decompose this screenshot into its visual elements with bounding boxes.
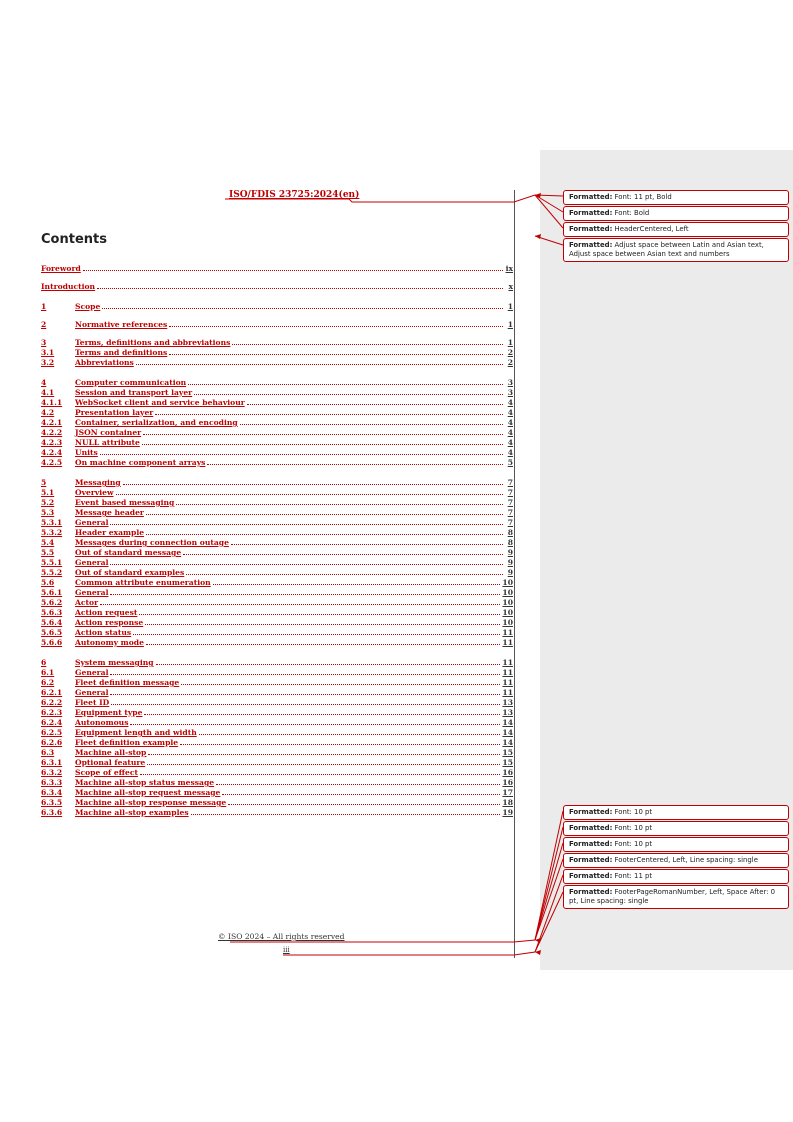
toc-entry[interactable] [41, 280, 513, 291]
toc-page-number: 10 [502, 618, 513, 627]
toc-dot-leader [110, 674, 500, 675]
toc-entry[interactable] [41, 636, 513, 647]
toc-page-number: 4 [507, 408, 513, 417]
toc-entry-number: 5.6 [41, 578, 55, 587]
toc-page-number: 4 [507, 418, 513, 427]
toc-entry-number: 6.3.5 [41, 798, 63, 807]
toc-page-number: 4 [507, 428, 513, 437]
toc-entry-title: Autonomous [75, 718, 129, 727]
toc-entry-number: 5.5.1 [41, 558, 63, 567]
toc-dot-leader [176, 504, 503, 505]
toc-page-number: 9 [507, 568, 513, 577]
toc-dot-leader [97, 288, 503, 289]
toc-page-number: 18 [502, 798, 513, 807]
toc-entry-number: 3 [41, 338, 47, 347]
toc-page-number: 9 [507, 558, 513, 567]
toc-entry-title: WebSocket client and service behaviour [75, 398, 245, 407]
toc-dot-leader [148, 754, 500, 755]
toc-dot-leader [222, 794, 500, 795]
toc-page-number: 11 [502, 688, 513, 697]
toc-entry-title: Scope of effect [75, 768, 138, 777]
toc-page-number: 11 [502, 658, 513, 667]
toc-entry-number: 3.1 [41, 348, 55, 357]
toc-dot-leader [146, 644, 501, 645]
toc-entry-number: 5.4 [41, 538, 55, 547]
toc-entry-title: Introduction [41, 282, 96, 291]
toc-entry-title: Machine all-stop [75, 748, 147, 757]
footer-copyright[interactable]: © ISO 2024 – All rights reserved [218, 932, 345, 941]
toc-entry-number: 5.6.2 [41, 598, 63, 607]
toc-dot-leader [111, 704, 500, 705]
toc-page-number: 4 [507, 438, 513, 447]
toc-entry-title: Action response [75, 618, 144, 627]
header-title[interactable]: ISO/FDIS 23725:2024(en) [229, 190, 360, 200]
toc-entry-number: 6.2.6 [41, 738, 63, 747]
toc-page-number: 17 [502, 788, 513, 797]
toc-entry-title: Out of standard examples [75, 568, 185, 577]
toc-page-number: 3 [507, 388, 513, 397]
toc-entry-number: 4.2.5 [41, 458, 63, 467]
toc-entry-title: JSON container [75, 428, 142, 437]
toc-entry-number: 6.3 [41, 748, 55, 757]
toc-page-number: 7 [507, 498, 513, 507]
toc-dot-leader [123, 484, 503, 485]
toc-entry-number: 6.2.1 [41, 688, 63, 697]
toc-entry-title: General [75, 588, 109, 597]
toc-page-number: 2 [507, 348, 513, 357]
toc-entry-title: Messages during connection outage [75, 538, 229, 547]
toc-dot-leader [155, 414, 503, 415]
toc-dot-leader [194, 394, 503, 395]
toc-entry-title: Fleet ID [75, 698, 110, 707]
toc-dot-leader [102, 308, 503, 309]
toc-entry-title: Presentation layer [75, 408, 154, 417]
toc-entry-number: 5.3.1 [41, 518, 63, 527]
toc-dot-leader [147, 764, 500, 765]
toc-dot-leader [144, 714, 500, 715]
toc-entry-number: 6.1 [41, 668, 55, 677]
toc-dot-leader [83, 270, 503, 271]
toc-dot-leader [136, 364, 503, 365]
toc-entry-number: 5.3.2 [41, 528, 63, 537]
toc-entry-title: Message header [75, 508, 144, 517]
toc-dot-leader [110, 524, 503, 525]
page-edge [514, 190, 515, 958]
toc-entry-title: Fleet definition message [75, 678, 180, 687]
toc-dot-leader [191, 814, 501, 815]
toc-entry-number: 5.3 [41, 508, 55, 517]
toc-entry-title: Messaging [75, 478, 121, 487]
toc-dot-leader [240, 424, 503, 425]
contents-heading: Contents [41, 232, 107, 247]
toc-entry-number: 5.1 [41, 488, 55, 497]
format-balloon[interactable]: Formatted: HeaderCentered, Left [563, 222, 789, 237]
toc-entry[interactable] [41, 356, 513, 367]
toc-entry-number: 4.2.4 [41, 448, 63, 457]
toc-entry-number: 6.2.5 [41, 728, 63, 737]
toc-page-number: 1 [507, 302, 513, 311]
toc-entry-number: 5.5.2 [41, 568, 63, 577]
toc-dot-leader [156, 664, 501, 665]
format-balloon[interactable]: Formatted: Font: 10 pt [563, 837, 789, 852]
toc-entry-number: 6.2 [41, 678, 55, 687]
toc-entry-title: Terms, definitions and abbreviations [75, 338, 231, 347]
toc-entry-number: 4.2.3 [41, 438, 63, 447]
toc-dot-leader [231, 544, 503, 545]
toc-dot-leader [146, 514, 503, 515]
toc-dot-leader [140, 774, 500, 775]
toc-entry-number: 1 [41, 302, 47, 311]
format-balloon[interactable]: Formatted: Font: 10 pt [563, 805, 789, 820]
toc-dot-leader [180, 744, 500, 745]
toc-dot-leader [146, 534, 503, 535]
toc-page-number: 10 [502, 578, 513, 587]
toc-entry-number: 6.2.3 [41, 708, 63, 717]
toc-entry-title: Overview [75, 488, 114, 497]
toc-entry-title: Autonomy mode [75, 638, 144, 647]
toc-page-number: 7 [507, 488, 513, 497]
toc-entry-number: 5.6.4 [41, 618, 63, 627]
toc-dot-leader [216, 784, 500, 785]
toc-page-number: 11 [502, 638, 513, 647]
format-balloon[interactable]: Formatted: Font: 10 pt [563, 821, 789, 836]
toc-page-number: 7 [507, 508, 513, 517]
toc-entry-number: 6.3.6 [41, 808, 63, 817]
format-balloon[interactable]: Formatted: Font: 11 pt, Bold [563, 190, 789, 205]
toc-entry-number: 5.6.5 [41, 628, 63, 637]
toc-entry-title: On machine component arrays [75, 458, 206, 467]
toc-dot-leader [145, 624, 500, 625]
format-balloon[interactable]: Formatted: Font: Bold [563, 206, 789, 221]
toc-entry-title: Action status [75, 628, 132, 637]
toc-page-number: 2 [507, 358, 513, 367]
toc-entry-title: System messaging [75, 658, 154, 667]
toc-entry[interactable] [41, 806, 513, 817]
format-balloon[interactable]: Formatted: FooterCentered, Left, Line spacing: single [563, 853, 789, 868]
toc-entry-title: Action request [75, 608, 138, 617]
toc-entry-title: Units [75, 448, 98, 457]
toc-dot-leader [110, 564, 503, 565]
toc-page-number: 14 [502, 718, 513, 727]
toc-entry-number: 5.6.6 [41, 638, 63, 647]
toc-dot-leader [169, 326, 503, 327]
toc-entry-number: 5 [41, 478, 47, 487]
toc-entry-number: 5.6.1 [41, 588, 63, 597]
toc-entry-number: 5.5 [41, 548, 55, 557]
toc-entry-title: Foreword [41, 264, 81, 273]
toc-entry-number: 6 [41, 658, 47, 667]
toc-page-number: 13 [502, 708, 513, 717]
toc-entry-number: 4.2.2 [41, 428, 63, 437]
toc-entry-title: Equipment length and width [75, 728, 197, 737]
toc-page-number: 9 [507, 548, 513, 557]
toc-entry-title: Out of standard message [75, 548, 182, 557]
toc-entry[interactable] [41, 456, 513, 467]
format-balloon[interactable]: Formatted: Font: 11 pt [563, 869, 789, 884]
toc-dot-leader [169, 354, 503, 355]
toc-entry-title: General [75, 518, 109, 527]
toc-dot-leader [232, 344, 503, 345]
toc-page-number: 1 [507, 338, 513, 347]
toc-entry-number: 4.1 [41, 388, 55, 397]
toc-page-number: 14 [502, 738, 513, 747]
toc-entry-title: Session and transport layer [75, 388, 193, 397]
toc-page-number: 16 [502, 768, 513, 777]
toc-entry-title: Computer communication [75, 378, 187, 387]
toc-page-number: 7 [507, 478, 513, 487]
format-balloon[interactable]: Formatted: Adjust space between Latin and Asian text, Adjust space between Asian text and numbers [563, 238, 789, 262]
toc-page-number: 10 [502, 598, 513, 607]
toc-entry[interactable] [41, 300, 513, 311]
toc-entry-number: 6.2.4 [41, 718, 63, 727]
toc-entry-title: Machine all-stop request message [75, 788, 221, 797]
toc-page-number: 8 [507, 528, 513, 537]
toc-dot-leader [116, 494, 503, 495]
toc-dot-leader [110, 594, 500, 595]
toc-entry[interactable] [41, 318, 513, 329]
toc-dot-leader [100, 454, 503, 455]
toc-entry-title: Equipment type [75, 708, 143, 717]
toc-page-number: 14 [502, 728, 513, 737]
toc-entry-title: General [75, 668, 109, 677]
toc-entry-number: 6.3.2 [41, 768, 63, 777]
toc-entry-number: 6.3.3 [41, 778, 63, 787]
toc-dot-leader [133, 634, 500, 635]
toc-dot-leader [199, 734, 501, 735]
toc-page-number: 4 [507, 448, 513, 457]
toc-entry-number: 4 [41, 378, 47, 387]
toc-entry-title: Container, serialization, and encoding [75, 418, 238, 427]
toc-entry-number: 4.2.1 [41, 418, 63, 427]
toc-page-number: 13 [502, 698, 513, 707]
toc-dot-leader [207, 464, 503, 465]
toc-entry-title: Header example [75, 528, 145, 537]
toc-entry-title: Common attribute enumeration [75, 578, 211, 587]
toc-page-number: 15 [502, 748, 513, 757]
toc-entry-title: General [75, 558, 109, 567]
toc-entry-number: 4.2 [41, 408, 55, 417]
toc-dot-leader [143, 434, 503, 435]
toc-entry-title: Terms and definitions [75, 348, 168, 357]
toc-entry-title: Abbreviations [75, 358, 134, 367]
toc-entry-title: Machine all-stop examples [75, 808, 189, 817]
toc-page-number: x [508, 282, 513, 291]
toc-dot-leader [110, 694, 500, 695]
toc-entry-number: 6.3.1 [41, 758, 63, 767]
toc-entry-title: Machine all-stop response message [75, 798, 227, 807]
toc-dot-leader [130, 724, 500, 725]
toc-page-number: 19 [502, 808, 513, 817]
toc-entry-title: NULL attribute [75, 438, 140, 447]
toc-entry-title: Scope [75, 302, 101, 311]
toc-page-number: ix [505, 264, 513, 273]
toc-dot-leader [228, 804, 500, 805]
toc-page-number: 10 [502, 608, 513, 617]
toc-page-number: 1 [507, 320, 513, 329]
footer-page-number[interactable]: iii [283, 946, 290, 954]
toc-entry-title: Normative references [75, 320, 168, 329]
toc-dot-leader [142, 444, 503, 445]
toc-page-number: 7 [507, 518, 513, 527]
toc-entry-number: 4.1.1 [41, 398, 63, 407]
toc-entry[interactable] [41, 262, 513, 273]
toc-page-number: 11 [502, 678, 513, 687]
toc-entry-number: 2 [41, 320, 47, 329]
toc-dot-leader [100, 604, 500, 605]
toc-page-number: 16 [502, 778, 513, 787]
toc-entry-number: 6.2.2 [41, 698, 63, 707]
toc-page-number: 5 [507, 458, 513, 467]
toc-entry-title: Machine all-stop status message [75, 778, 215, 787]
toc-entry-number: 6.3.4 [41, 788, 63, 797]
toc-entry-number: 5.2 [41, 498, 55, 507]
toc-entry-title: Event based messaging [75, 498, 175, 507]
leader-line [283, 875, 563, 955]
toc-page-number: 3 [507, 378, 513, 387]
toc-page-number: 15 [502, 758, 513, 767]
toc-dot-leader [139, 614, 500, 615]
toc-entry-title: General [75, 688, 109, 697]
toc-page-number: 4 [507, 398, 513, 407]
toc-entry-number: 5.6.3 [41, 608, 63, 617]
toc-dot-leader [181, 684, 500, 685]
toc-entry-number: 3.2 [41, 358, 55, 367]
toc-dot-leader [186, 574, 503, 575]
toc-page-number: 10 [502, 588, 513, 597]
toc-dot-leader [213, 584, 501, 585]
toc-page-number: 8 [507, 538, 513, 547]
format-balloon[interactable]: Formatted: FooterPageRomanNumber, Left, Space After: 0 pt, Line spacing: single [563, 885, 789, 909]
toc-dot-leader [188, 384, 503, 385]
toc-entry-title: Fleet definition example [75, 738, 179, 747]
toc-entry-title: Actor [75, 598, 99, 607]
toc-entry-title: Optional feature [75, 758, 146, 767]
toc-page-number: 11 [502, 668, 513, 677]
toc-dot-leader [183, 554, 503, 555]
toc-page-number: 11 [502, 628, 513, 637]
toc-dot-leader [247, 404, 503, 405]
